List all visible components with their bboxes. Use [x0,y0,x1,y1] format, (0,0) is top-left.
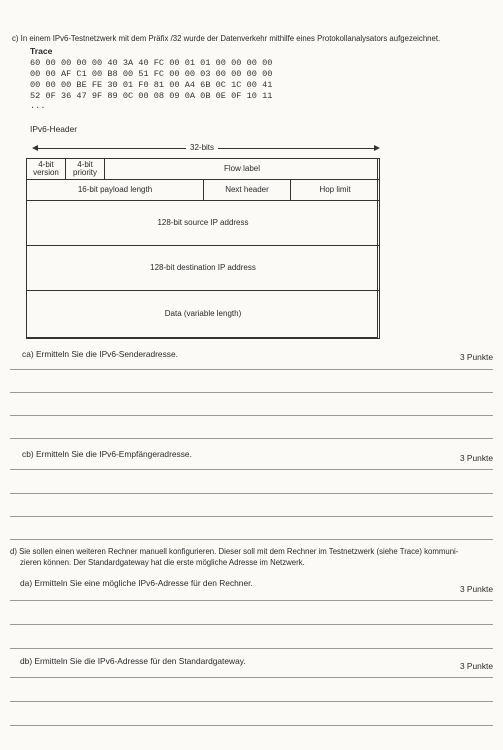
answer-line [10,725,493,726]
points-ca: 3 Punkte [459,352,493,362]
priority-field: 4-bit priority [65,158,105,180]
trace-line: 52 0F 36 47 9F 89 0C 00 08 09 0A 0B 0E 0F 10 11 [30,91,273,101]
trace-block [30,58,272,110]
answer-line [10,539,493,540]
arrow-right-icon [374,145,380,151]
hop-limit-field: Hop limit [290,179,380,201]
arrow-left-icon [32,145,38,151]
trace-line: 60 00 00 00 00 40 3A 40 FC 00 01 01 00 00 00 00 [30,58,273,68]
question-ca: ca) Ermitteln Sie die IPv6-Senderadresse. [22,349,178,359]
source-address-field: 128-bit source IP address [26,200,380,246]
answer-line [10,648,493,649]
next-header-field: Next header [203,179,291,201]
task-c-intro: c) In einem IPv6-Testnetzwerk mit dem Präfix /32 wurde der Datenverkehr mithilfe eines Protokollanalysators aufgezeichnet. [12,34,441,43]
answer-line [10,493,493,494]
task-d-intro-line1: d) Sie sollen einen weiteren Rechner manuell konfigurieren. Dieser soll mit dem Rechner im Testnetzwerk (siehe Trace) kommuni- [10,547,459,556]
answer-line [10,369,493,370]
answer-line [10,392,493,393]
trace-ellipsis: ... [30,101,46,111]
ipv6-header-diagram [26,158,378,338]
version-field: 4-bit version [26,158,66,180]
answer-line [10,516,493,517]
points-db: 3 Punkte [459,661,493,671]
trace-title: Trace [30,46,53,56]
bits-label: 32-bits [186,143,218,152]
question-da: da) Ermitteln Sie eine mögliche IPv6-Adresse für den Rechner. [20,578,253,588]
answer-line [10,624,493,625]
question-cb: cb) Ermitteln Sie die IPv6-Empfängeradresse. [22,449,192,459]
task-d-intro-line2: zieren können. Der Standardgateway hat die erste mögliche Adresse im Netzwerk. [20,558,305,567]
answer-line [10,415,493,416]
points-da: 3 Punkte [459,584,493,594]
answer-line [10,438,493,439]
answer-line [10,701,493,702]
points-cb: 3 Punkte [459,453,493,463]
question-db: db) Ermitteln Sie die IPv6-Adresse für den Standardgateway. [20,656,246,666]
payload-length-field: 16-bit payload length [26,179,204,201]
answer-line [10,600,493,601]
destination-address-field: 128-bit destination IP address [26,245,380,291]
flow-label-field: Flow label [104,158,380,180]
trace-line: 00 00 AF C1 00 B8 00 51 FC 00 00 03 00 00 00 00 [30,69,273,79]
answer-line [10,469,493,470]
header-title: IPv6-Header [30,124,78,134]
data-field: Data (variable length) [26,290,380,339]
trace-line: 00 00 00 BE FE 30 01 F0 81 00 A4 6B 0C 1C 00 41 [30,80,273,90]
answer-line [10,677,493,678]
